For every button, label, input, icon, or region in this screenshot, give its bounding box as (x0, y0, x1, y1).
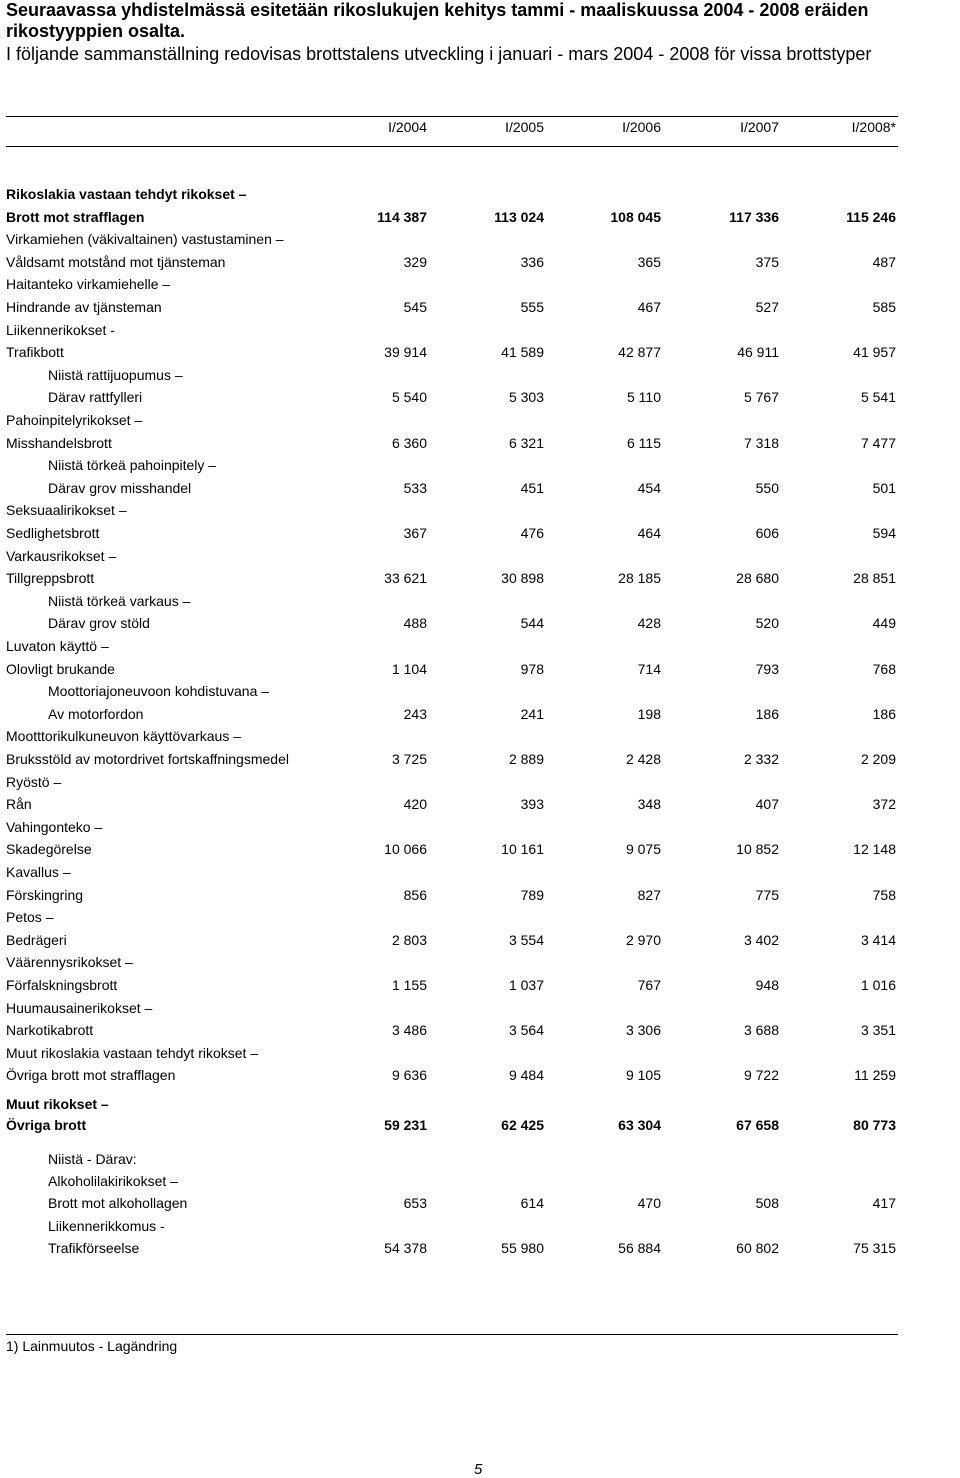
table-row (0, 975, 960, 996)
row-value: 80 773 (853, 1117, 896, 1133)
table-row (0, 184, 960, 205)
table-row (0, 1149, 960, 1170)
table-row (0, 207, 960, 228)
row-value: 1 104 (391, 660, 427, 677)
row-label: Liikennerikkomus - (48, 1218, 165, 1234)
row-value: 113 024 (494, 208, 544, 225)
table-row (0, 252, 960, 273)
table-row (0, 1115, 960, 1136)
row-value: 117 336 (729, 208, 779, 225)
row-value: 527 (755, 299, 779, 315)
row-value: 2 970 (625, 931, 661, 948)
row-value: 775 (755, 886, 779, 903)
row-label: Övriga brott (6, 1117, 87, 1133)
table-row (0, 274, 960, 295)
row-label: Rån (6, 796, 32, 813)
column-header: I/2008* (851, 119, 896, 135)
row-value: 3 564 (508, 1022, 544, 1039)
row-label: Huumausainerikokset – (6, 999, 153, 1016)
row-value: 9 636 (391, 1067, 427, 1084)
column-header: I/2006 (622, 119, 661, 135)
table-row (0, 433, 960, 454)
footnote-rule (6, 1334, 898, 1335)
row-value: 365 (637, 253, 661, 270)
table-row (0, 229, 960, 250)
row-value: 1 016 (860, 977, 896, 993)
row-value: 407 (755, 796, 779, 813)
row-value: 28 680 (736, 570, 779, 587)
row-value: 789 (520, 886, 544, 903)
row-value: 533 (403, 479, 427, 496)
row-value: 467 (637, 299, 661, 315)
table-row (0, 681, 960, 702)
row-label: Mootttorikulkuneuvon käyttövarkaus – (6, 728, 242, 745)
row-value: 9 075 (625, 841, 661, 858)
table-row (0, 1043, 960, 1064)
row-value: 768 (872, 660, 896, 677)
row-value: 75 315 (853, 1240, 896, 1256)
table-top-rule (6, 116, 898, 117)
row-value: 6 115 (627, 434, 661, 451)
row-value: 5 767 (743, 389, 779, 406)
row-value: 545 (403, 299, 427, 315)
column-header: I/2004 (388, 119, 427, 135)
row-label: Luvaton käyttö – (6, 638, 109, 654)
row-label: Pahoinpitelyrikokset – (6, 412, 143, 428)
table-row (0, 885, 960, 906)
row-value: 767 (637, 977, 661, 993)
row-value: 336 (520, 253, 544, 270)
row-label: Liikennerikokset - (6, 321, 115, 338)
row-value: 3 402 (743, 931, 779, 948)
row-label: Trafikbott (6, 344, 64, 361)
row-value: 555 (520, 299, 544, 315)
row-value: 3 486 (391, 1022, 427, 1039)
row-label: Niistä rattijuopumus – (48, 366, 183, 383)
row-label: Misshandelsbrott (6, 434, 112, 451)
row-label: Niistä törkeä varkaus – (48, 592, 191, 609)
row-value: 449 (872, 615, 896, 632)
row-value: 243 (403, 705, 427, 722)
table-row (0, 568, 960, 589)
row-value: 39 914 (384, 344, 427, 361)
row-value: 487 (872, 253, 896, 270)
footnote: 1) Lainmuutos - Lagändring (6, 1338, 178, 1354)
column-header: I/2007 (740, 119, 779, 135)
table-row (0, 772, 960, 793)
row-value: 10 161 (501, 841, 544, 858)
row-value: 393 (520, 796, 544, 813)
row-value: 1 155 (391, 977, 427, 993)
row-value: 714 (637, 660, 661, 677)
row-value: 488 (403, 615, 427, 632)
row-value: 7 477 (860, 434, 896, 451)
table-row (0, 546, 960, 567)
table-row (0, 455, 960, 476)
row-label: Rikoslakia vastaan tehdyt rikokset – (6, 186, 247, 202)
row-label: Narkotikabrott (6, 1022, 94, 1039)
row-value: 550 (755, 479, 779, 496)
row-value: 9 105 (625, 1067, 661, 1084)
row-label: Haitanteko virkamiehelle – (6, 276, 171, 293)
row-value: 827 (637, 886, 661, 903)
row-label: Skadegörelse (6, 841, 92, 858)
row-label: Vahingonteko – (6, 818, 103, 835)
row-value: 2 803 (391, 931, 427, 948)
table-row (0, 930, 960, 951)
row-label: Förfalskningsbrott (6, 977, 118, 993)
row-value: 55 980 (501, 1240, 544, 1256)
table-row (0, 998, 960, 1019)
row-label: Brott mot alkohollagen (48, 1195, 188, 1211)
row-value: 241 (520, 705, 544, 722)
row-value: 508 (755, 1195, 779, 1211)
row-label: Olovligt brukande (6, 660, 115, 677)
row-value: 9 484 (508, 1067, 544, 1084)
row-value: 6 360 (391, 434, 427, 451)
row-value: 186 (755, 705, 779, 722)
row-value: 198 (637, 705, 661, 722)
row-value: 856 (403, 886, 427, 903)
table-row (0, 297, 960, 318)
row-label: Muut rikokset – (6, 1096, 109, 1112)
row-label: Därav rattfylleri (48, 389, 143, 406)
row-label: Våldsamt motstånd mot tjänsteman (6, 253, 226, 270)
row-label: Bedrägeri (6, 931, 67, 948)
row-value: 41 589 (501, 344, 544, 361)
row-label: Muut rikoslakia vastaan tehdyt rikokset – (6, 1044, 259, 1061)
table-header-rule (6, 146, 898, 147)
row-label: Kavallus – (6, 864, 71, 880)
row-value: 59 231 (384, 1117, 427, 1133)
table-row (0, 365, 960, 386)
row-label: Brott mot strafflagen (6, 208, 145, 225)
row-value: 2 889 (508, 751, 544, 767)
row-label: Förskingring (6, 886, 84, 903)
table-row (0, 523, 960, 544)
row-label: Väärennysrikokset – (6, 954, 133, 971)
row-value: 585 (872, 299, 896, 315)
row-value: 5 541 (860, 389, 896, 406)
row-value: 114 387 (377, 208, 427, 225)
row-value: 420 (403, 796, 427, 813)
row-value: 3 688 (743, 1022, 779, 1039)
row-label: Därav grov misshandel (48, 479, 192, 496)
row-value: 33 621 (384, 570, 427, 587)
page-subtitle: I följande sammanställning redovisas brottstalens utveckling i januari - mars 2004 - 2008 för vissa brottstyper (6, 44, 872, 64)
table-row (0, 817, 960, 838)
row-value: 6 321 (508, 434, 544, 451)
row-value: 978 (520, 660, 544, 677)
row-label: Trafikförseelse (48, 1240, 140, 1256)
row-label: Bruksstöld av motordrivet fortskaffningsmedel (6, 751, 289, 767)
row-value: 948 (755, 977, 779, 993)
row-value: 28 185 (618, 570, 661, 587)
table-row (0, 1238, 960, 1259)
row-value: 470 (637, 1195, 661, 1211)
page-title: Seuraavassa yhdistelmässä esitetään rikoslukujen kehitys tammi - maaliskuussa 2004 - 2008 eräiden rikostyyppien osalta. (6, 0, 869, 41)
row-value: 454 (637, 479, 661, 496)
row-label: Petos – (6, 909, 54, 926)
row-value: 1 037 (508, 977, 544, 993)
row-value: 3 554 (508, 931, 544, 948)
row-label: Niistä törkeä pahoinpitely – (48, 457, 217, 474)
row-value: 186 (872, 705, 896, 722)
row-value: 375 (755, 253, 779, 270)
row-value: 60 802 (736, 1240, 779, 1256)
row-value: 793 (755, 660, 779, 677)
table-row (0, 636, 960, 657)
table-row (0, 613, 960, 634)
row-label: Hindrande av tjänsteman (6, 299, 162, 315)
table-row (0, 1020, 960, 1041)
table-row (0, 591, 960, 612)
row-value: 12 148 (853, 841, 896, 858)
row-value: 10 852 (736, 841, 779, 858)
row-value: 7 318 (743, 434, 779, 451)
row-value: 367 (403, 525, 427, 541)
row-value: 108 045 (610, 208, 661, 225)
row-value: 63 304 (618, 1117, 661, 1133)
row-value: 10 066 (384, 841, 427, 858)
row-value: 417 (872, 1195, 896, 1211)
row-value: 614 (520, 1195, 544, 1211)
table-row (0, 342, 960, 363)
row-value: 348 (637, 796, 661, 813)
table-row (0, 839, 960, 860)
table-row (0, 1171, 960, 1192)
table-row (0, 726, 960, 747)
row-label: Niistä - Därav: (48, 1151, 137, 1167)
table-row (0, 387, 960, 408)
row-value: 372 (872, 796, 896, 813)
row-value: 2 209 (860, 751, 896, 767)
table-row (0, 1094, 960, 1115)
row-value: 428 (637, 615, 661, 632)
table-header (0, 119, 960, 141)
row-value: 3 414 (860, 931, 896, 948)
row-value: 2 332 (743, 751, 779, 767)
row-value: 758 (872, 886, 896, 903)
row-value: 46 911 (737, 344, 779, 361)
table-row (0, 704, 960, 725)
row-value: 653 (403, 1195, 427, 1211)
table-row (0, 907, 960, 928)
table-row (0, 1216, 960, 1237)
row-value: 5 540 (391, 389, 427, 406)
row-label: Alkoholilakirikokset – (48, 1173, 178, 1189)
row-value: 42 877 (618, 344, 661, 361)
table-row (0, 500, 960, 521)
table-row (0, 794, 960, 815)
row-label: Övriga brott mot strafflagen (6, 1067, 176, 1084)
row-value: 9 722 (743, 1067, 779, 1084)
row-value: 41 957 (853, 344, 896, 361)
row-value: 3 306 (625, 1022, 661, 1039)
row-value: 451 (520, 479, 544, 496)
table-row (0, 749, 960, 770)
row-label: Seksuaalirikokset – (6, 502, 127, 519)
page-number: 5 (474, 1461, 483, 1478)
table-row (0, 410, 960, 431)
row-value: 520 (755, 615, 779, 632)
row-value: 11 259 (854, 1067, 896, 1084)
row-value: 606 (755, 525, 779, 541)
row-value: 5 303 (508, 389, 544, 406)
row-value: 2 428 (625, 751, 661, 767)
row-value: 329 (403, 253, 427, 270)
row-value: 28 851 (853, 570, 896, 587)
row-value: 501 (872, 479, 896, 496)
row-label: Moottoriajoneuvoon kohdistuvana – (48, 683, 270, 700)
column-header: I/2005 (505, 119, 544, 135)
row-value: 67 658 (736, 1117, 779, 1133)
row-value: 54 378 (384, 1240, 427, 1256)
table-row (0, 478, 960, 499)
row-label: Sedlighetsbrott (6, 525, 100, 541)
row-label: Därav grov stöld (48, 615, 150, 632)
row-value: 464 (637, 525, 661, 541)
row-label: Ryöstö – (6, 773, 62, 790)
table-row (0, 1193, 960, 1214)
row-value: 115 246 (846, 208, 896, 225)
row-value: 5 110 (627, 389, 661, 406)
table-row (0, 862, 960, 883)
row-value: 62 425 (501, 1117, 544, 1133)
row-label: Av motorfordon (48, 705, 144, 722)
row-value: 3 725 (391, 751, 427, 767)
row-label: Virkamiehen (väkivaltainen) vastustaminen – (6, 231, 284, 248)
table-row (0, 659, 960, 680)
row-value: 30 898 (501, 570, 544, 587)
table-row (0, 1065, 960, 1086)
table-row (0, 952, 960, 973)
row-value: 56 884 (618, 1240, 661, 1256)
row-value: 544 (520, 615, 544, 632)
row-value: 476 (520, 525, 544, 541)
row-value: 3 351 (860, 1022, 896, 1039)
row-value: 594 (872, 525, 896, 541)
table-row (0, 320, 960, 341)
row-label: Tillgreppsbrott (6, 570, 95, 587)
row-label: Varkausrikokset – (6, 547, 117, 564)
